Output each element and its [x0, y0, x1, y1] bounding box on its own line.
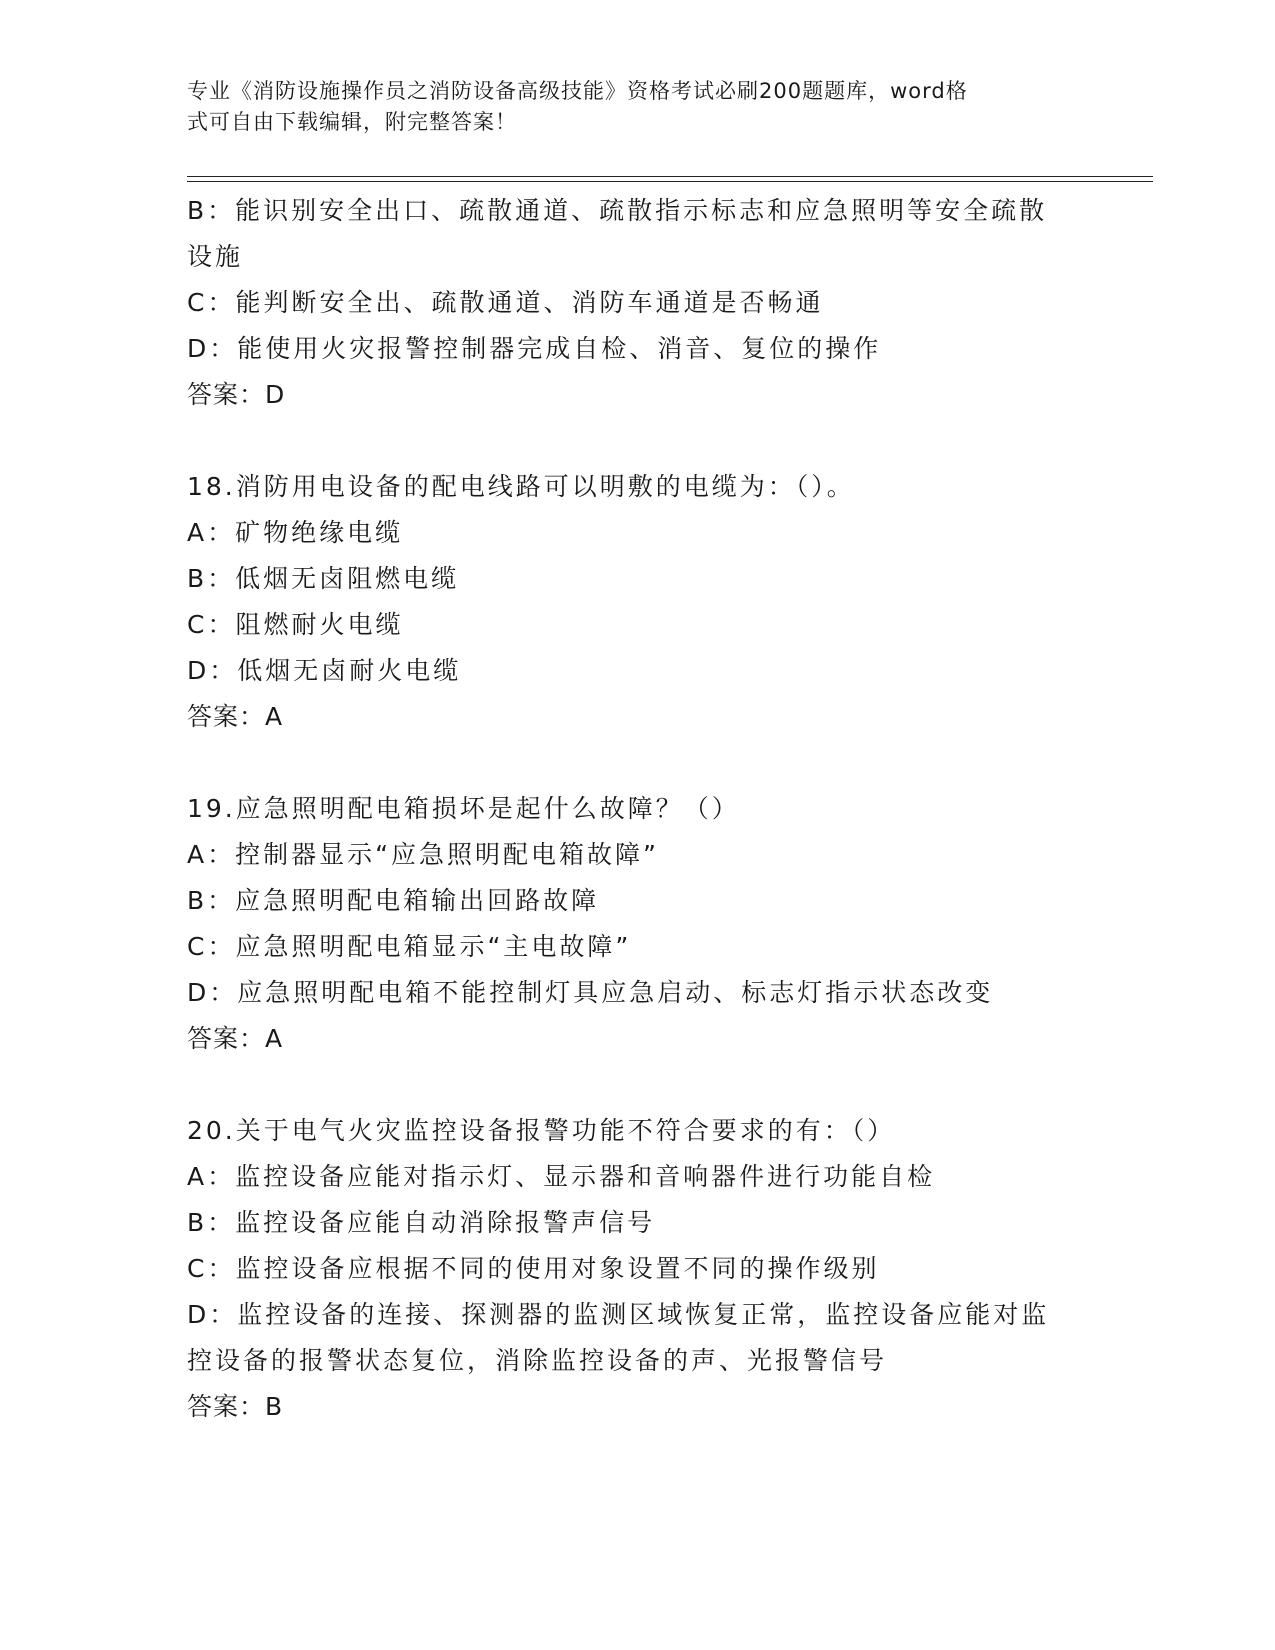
answer: 答案：D: [187, 380, 286, 409]
header-divider-top: [187, 176, 1153, 177]
option-d-line-1: D：监控设备的连接、探测器的监测区域恢复正常，监控设备应能对监: [187, 1300, 1050, 1329]
spacer: [187, 1062, 1087, 1108]
header-divider-bottom: [187, 181, 1153, 182]
option-c: C：应急照明配电箱显示“主电故障”: [187, 932, 632, 961]
option-d: D：能使用火灾报警控制器完成自检、消音、复位的操作: [187, 334, 882, 363]
option-c: C：监控设备应根据不同的使用对象设置不同的操作级别: [187, 1254, 880, 1283]
answer: 答案：B: [187, 1392, 284, 1421]
question-text: 19.应急照明配电箱损坏是起什么故障？（）: [187, 794, 740, 823]
option-a: A：监控设备应能对指示灯、显示器和音响器件进行功能自检: [187, 1162, 936, 1191]
document-header: [187, 76, 1067, 138]
continued-question: [187, 188, 1087, 418]
option-c: C：阻燃耐火电缆: [187, 610, 404, 639]
option-b-line-1: B：能识别安全出口、疏散通道、疏散指示标志和应急照明等安全疏散: [187, 196, 1048, 225]
option-b-line-2: 设施: [187, 242, 244, 271]
document-body: [187, 188, 1087, 1430]
spacer: [187, 418, 1087, 464]
option-c: C：能判断安全出、疏散通道、消防车通道是否畅通: [187, 288, 824, 317]
question-18: [187, 464, 1087, 740]
question-text: 18.消防用电设备的配电线路可以明敷的电缆为：（）。: [187, 472, 855, 501]
answer: 答案：A: [187, 1024, 284, 1053]
option-a: A：矿物绝缘电缆: [187, 518, 404, 547]
question-text: 20.关于电气火灾监控设备报警功能不符合要求的有：（）: [187, 1116, 896, 1145]
option-d-line-2: 控设备的报警状态复位，消除监控设备的声、光报警信号: [187, 1346, 888, 1375]
question-20: [187, 1108, 1087, 1430]
option-a: A：控制器显示“应急照明配电箱故障”: [187, 840, 660, 869]
header-line-1: 专业《消防设施操作员之消防设备高级技能》资格考试必刷200题题库，word格: [187, 79, 968, 103]
header-line-2: 式可自由下载编辑，附完整答案！: [187, 110, 517, 134]
question-19: [187, 786, 1087, 1062]
option-d: D：应急照明配电箱不能控制灯具应急启动、标志灯指示状态改变: [187, 978, 994, 1007]
spacer: [187, 740, 1087, 786]
option-b: B：应急照明配电箱输出回路故障: [187, 886, 600, 915]
option-b: B：监控设备应能自动消除报警声信号: [187, 1208, 656, 1237]
answer: 答案：A: [187, 702, 284, 731]
option-d: D：低烟无卤耐火电缆: [187, 656, 462, 685]
option-b: B：低烟无卤阻燃电缆: [187, 564, 460, 593]
